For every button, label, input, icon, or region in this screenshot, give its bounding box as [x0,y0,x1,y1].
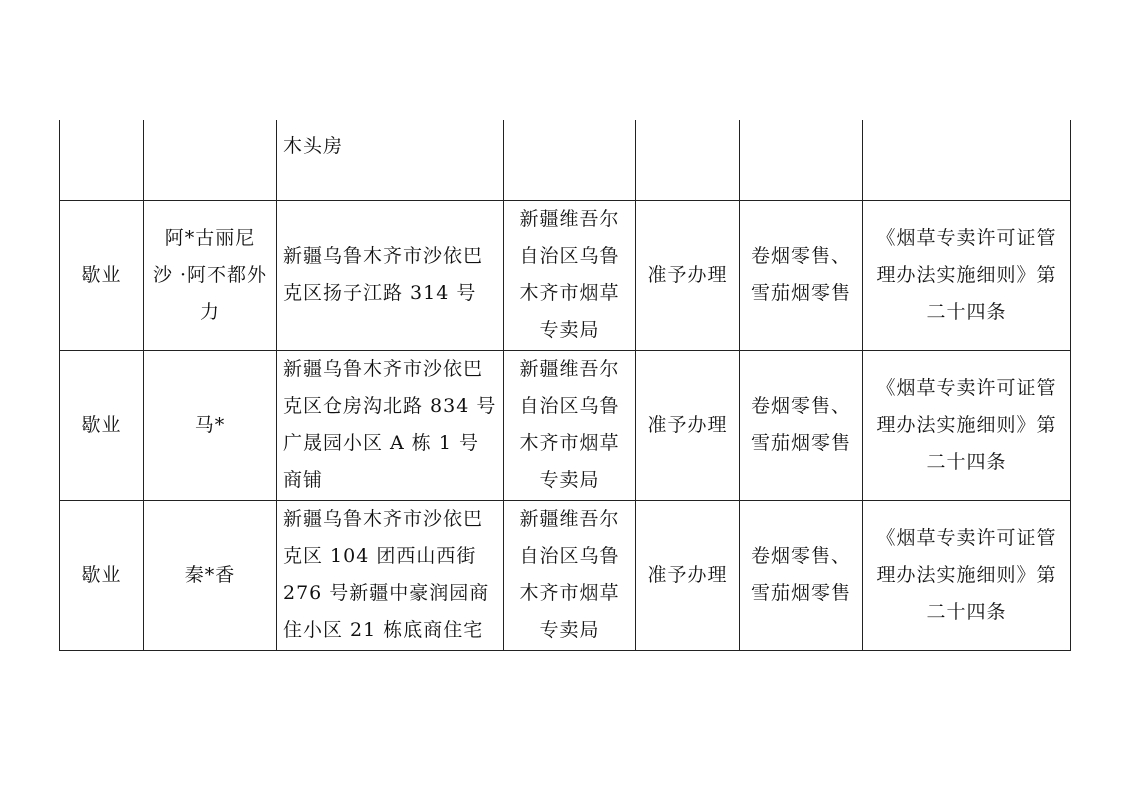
table-row-continuation [60,120,1071,200]
scope-cell: 卷烟零售、雪茄烟零售 [740,500,863,650]
name-cell [144,350,277,500]
basis-cell: 《烟草专卖许可证管理办法实施细则》第二十四条 [863,500,1071,650]
status-cell [60,120,144,200]
status-cell: 歇业 [60,350,144,500]
scope-cell: 卷烟零售、雪茄烟零售 [740,200,863,350]
decision-cell: 准予办理 [636,350,740,500]
authority-cell [504,120,636,200]
address-cell: 新疆乌鲁木齐市沙依巴克区扬子江路 314 号 [277,200,504,350]
address-cell: 新疆乌鲁木齐市沙依巴克区仓房沟北路 834 号广晟园小区 A 栋 1 号商铺 [277,350,504,500]
address-cell: 木头房 [277,120,504,200]
permit-table [59,120,1071,651]
status-cell: 歇业 [60,200,144,350]
decision-cell: 准予办理 [636,500,740,650]
authority-cell: 新疆维吾尔自治区乌鲁木齐市烟草专卖局 [504,200,636,350]
table-row [60,200,1071,350]
basis-cell: 《烟草专卖许可证管理办法实施细则》第二十四条 [863,350,1071,500]
scope-cell: 卷烟零售、雪茄烟零售 [740,350,863,500]
table-row [60,500,1071,650]
decision-cell [636,120,740,200]
status-cell: 歇业 [60,500,144,650]
address-cell: 新疆乌鲁木齐市沙依巴克区 104 团西山西街 276 号新疆中豪润园商住小区 21 栋底商住宅 [277,500,504,650]
name-cell [144,200,277,350]
table-row [60,350,1071,500]
decision-cell: 准予办理 [636,200,740,350]
name-line: 力 [199,300,220,323]
name-line: 沙 ·阿不都外 [152,263,268,286]
authority-cell: 新疆维吾尔自治区乌鲁木齐市烟草专卖局 [504,500,636,650]
name-cell [144,500,277,650]
name-line: 马* [194,413,226,436]
name-cell [144,120,277,200]
basis-cell: 《烟草专卖许可证管理办法实施细则》第二十四条 [863,200,1071,350]
name-line: 阿*古丽尼 [164,226,256,249]
scope-cell [740,120,863,200]
authority-cell: 新疆维吾尔自治区乌鲁木齐市烟草专卖局 [504,350,636,500]
basis-cell [863,120,1071,200]
name-line: 秦*香 [184,563,236,586]
